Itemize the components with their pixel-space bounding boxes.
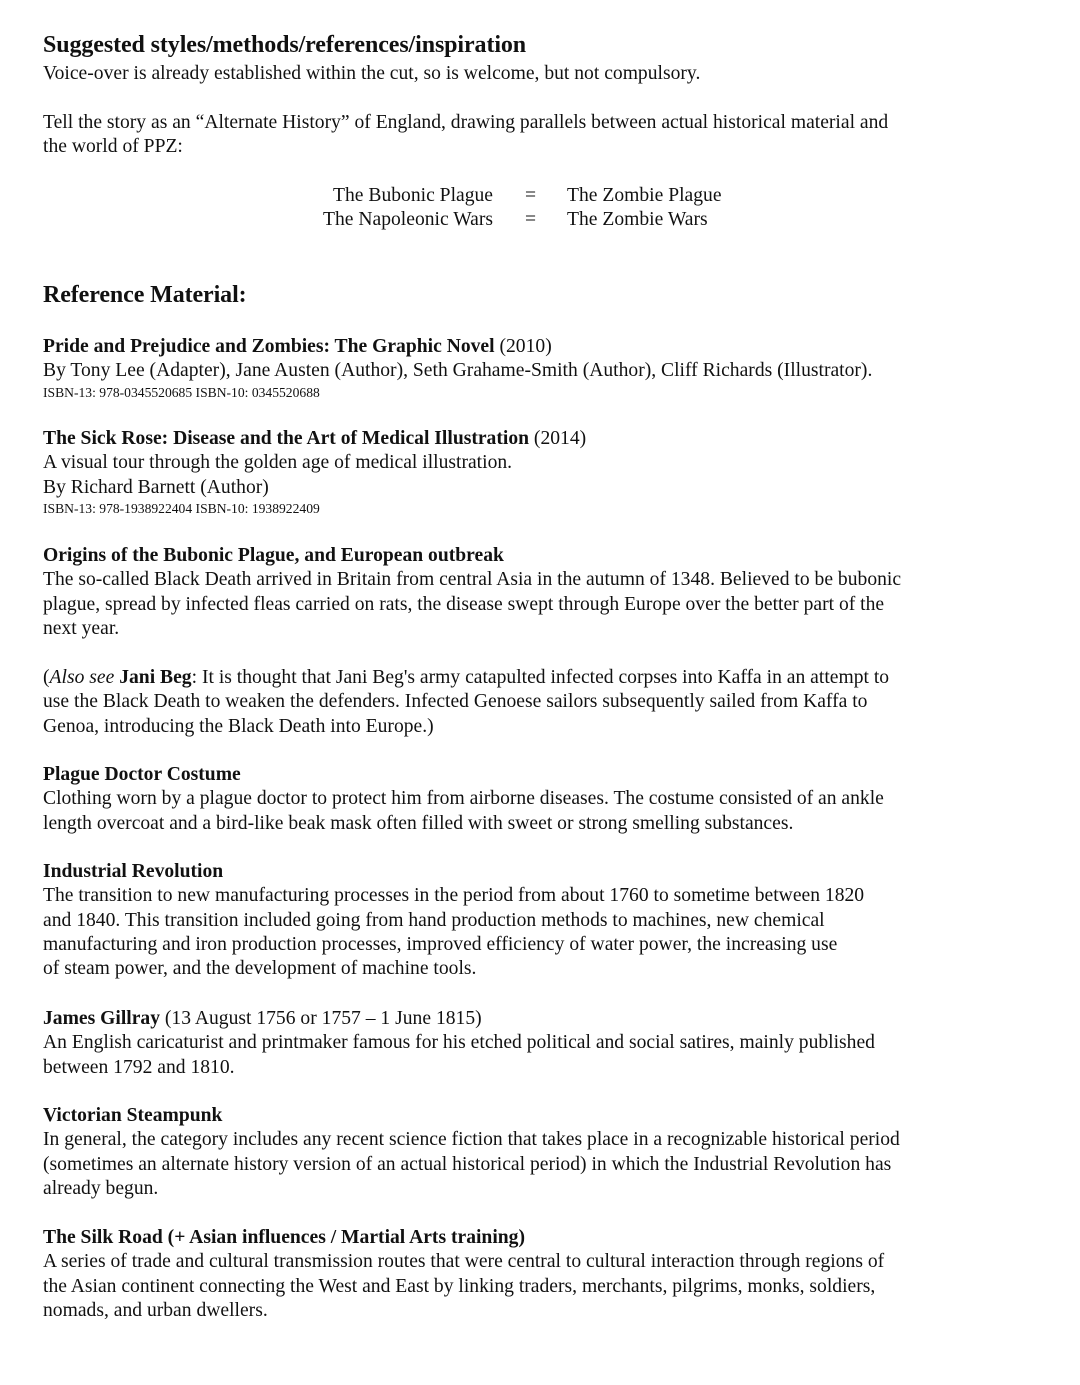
- reference-title: Plague Doctor Costume: [43, 764, 241, 785]
- reference-item: [43, 1226, 884, 1323]
- reference-dates: (13 August 1756 or 1757 – 1 June 1815): [160, 1008, 482, 1029]
- reference-line: Clothing worn by a plague doctor to protect him from airborne diseases. The costume consisted of an ankle: [43, 788, 884, 810]
- reference-item: [43, 427, 586, 517]
- suggested-heading: Suggested styles/methods/references/inspiration: [43, 32, 527, 58]
- reference-line: By Richard Barnett (Author): [43, 476, 269, 498]
- note-paren: (: [43, 667, 50, 688]
- reference-line: plague, spread by infected fleas carried on rats, the disease swept through Europe over the better part of the: [43, 593, 885, 615]
- story-paragraph: [43, 111, 888, 160]
- parallel-historical: The Bubonic Plague: [333, 185, 493, 206]
- note-line: : It is thought that Jani Beg's army catapulted infected corpses into Kaffa in an attempt to: [191, 667, 890, 688]
- reference-title: Industrial Revolution: [43, 861, 224, 882]
- reference-title: Pride and Prejudice and Zombies: The Graphic Novel: [43, 336, 495, 357]
- parallel-equals: =: [525, 185, 537, 206]
- parallel-historical: The Napoleonic Wars: [323, 209, 493, 230]
- reference-line: A visual tour through the golden age of medical illustration.: [43, 452, 513, 474]
- parallel-equals: =: [525, 209, 537, 230]
- reference-line: An English caricaturist and printmaker famous for his etched political and social satires, mainly published: [43, 1032, 875, 1054]
- reference-line: By Tony Lee (Adapter), Jane Austen (Author), Seth Grahame-Smith (Author), Cliff Richards (Illustrator).: [43, 360, 873, 382]
- reference-item: [43, 544, 901, 641]
- reference-item: [43, 1104, 900, 1201]
- reference-heading: Reference Material:: [43, 282, 247, 308]
- reference-isbn: ISBN-13: 978-1938922404 ISBN-10: 1938922409: [43, 500, 320, 516]
- reference-line: The so-called Black Death arrived in Britain from central Asia in the autumn of 1348. Believed to be bubonic: [43, 569, 902, 591]
- also-see-label: Also see: [49, 667, 115, 688]
- reference-item: [43, 1007, 875, 1080]
- reference-year: (2014): [529, 428, 587, 449]
- reference-title: The Sick Rose: Disease and the Art of Medical Illustration: [43, 428, 530, 449]
- reference-line: next year.: [43, 617, 120, 639]
- parallel-zombie: The Zombie Plague: [567, 185, 722, 206]
- reference-line: (sometimes an alternate history version of an actual historical period) in which the Industrial Revolution has: [43, 1153, 892, 1175]
- note-line: use the Black Death to weaken the defenders. Infected Genoese sailors subsequently sailed from Kaffa to: [43, 691, 868, 713]
- reference-title: James Gillray: [43, 1008, 160, 1029]
- reference-year: (2010): [494, 336, 552, 357]
- also-see-note: [43, 666, 889, 739]
- story-line: Tell the story as an “Alternate History” of England, drawing parallels between actual historical material and: [43, 112, 889, 133]
- reference-isbn: ISBN-13: 978-0345520685 ISBN-10: 0345520688: [43, 384, 320, 400]
- voiceover-note: Voice-over is already established within the cut, so is welcome, but not compulsory.: [43, 63, 701, 84]
- reference-item: [43, 335, 872, 401]
- reference-item: [43, 763, 884, 836]
- reference-line: nomads, and urban dwellers.: [43, 1299, 268, 1321]
- reference-line: and 1840. This transition included going from hand production methods to machines, new chemical: [43, 909, 825, 931]
- reference-title: Origins of the Bubonic Plague, and European outbreak: [43, 545, 504, 566]
- note-line: Genoa, introducing the Black Death into Europe.): [43, 715, 434, 737]
- parallel-zombie: The Zombie Wars: [567, 209, 708, 230]
- reference-title: The Silk Road (+ Asian influences / Martial Arts training): [43, 1227, 525, 1248]
- reference-line: of steam power, and the development of machine tools.: [43, 958, 477, 980]
- reference-line: the Asian continent connecting the West and East by linking traders, merchants, pilgrims, monks, soldiers,: [43, 1275, 876, 1297]
- reference-line: length overcoat and a bird-like beak mask often filled with sweet or strong smelling substances.: [43, 812, 794, 834]
- also-see-subject: Jani Beg: [119, 667, 192, 688]
- story-line: the world of PPZ:: [43, 136, 183, 158]
- reference-line: A series of trade and cultural transmission routes that were central to cultural interaction through regions of: [43, 1251, 885, 1273]
- reference-line: In general, the category includes any recent science fiction that takes place in a recognizable historical period: [43, 1129, 900, 1151]
- reference-item: [43, 860, 864, 981]
- reference-line: manufacturing and iron production processes, improved efficiency of water power, the increasing use: [43, 933, 838, 955]
- reference-title: Victorian Steampunk: [43, 1105, 223, 1126]
- reference-line: between 1792 and 1810.: [43, 1056, 235, 1078]
- reference-line: The transition to new manufacturing processes in the period from about 1760 to sometime between 1820: [43, 885, 865, 907]
- reference-line: already begun.: [43, 1177, 159, 1199]
